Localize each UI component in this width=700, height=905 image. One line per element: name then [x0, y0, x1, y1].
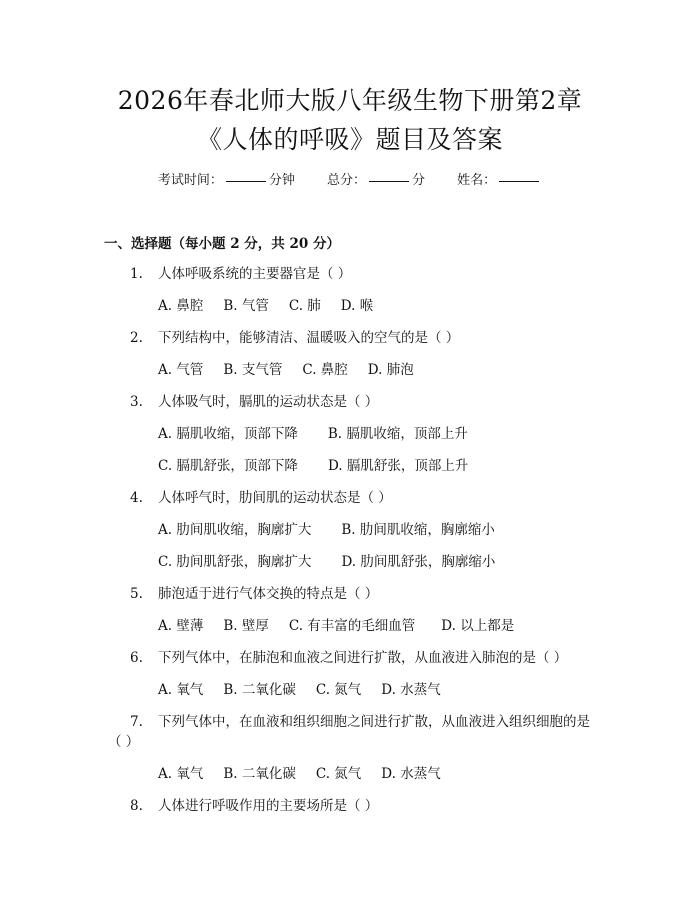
exam-time-label: 考试时间： — [157, 173, 223, 188]
exam-time-blank — [226, 181, 266, 182]
exam-time-unit: 分钟 — [268, 173, 295, 188]
question-text: 人体进行呼吸作用的主要场所是（ ） — [158, 798, 379, 814]
student-name-blank — [499, 181, 539, 182]
option-a: A. 肋间肌收缩，胸廓扩大 — [158, 522, 312, 538]
question-text: 人体呼吸系统的主要器官是（ ） — [158, 266, 352, 282]
question-7-options — [158, 762, 461, 782]
question-number: 1. — [130, 266, 143, 282]
option-d: D. 膈肌舒张，顶部上升 — [327, 458, 469, 474]
option-d: D. 以上都是 — [441, 618, 515, 634]
question-8 — [130, 794, 378, 814]
question-number: 5. — [130, 586, 143, 602]
question-2 — [130, 326, 459, 346]
question-7-continued: （ ） — [108, 734, 140, 750]
question-2-options — [158, 358, 434, 378]
question-4-options-row2 — [158, 550, 515, 570]
question-number: 7. — [130, 714, 143, 730]
option-b: B. 二氧化碳 — [223, 682, 296, 698]
option-b: B. 壁厚 — [223, 618, 269, 634]
question-text: 肺泡适于进行气体交换的特点是（ ） — [158, 586, 379, 602]
option-b: B. 肋间肌收缩，胸廓缩小 — [341, 522, 495, 538]
option-c: C. 有丰富的毛细血管 — [288, 618, 416, 634]
option-c: C. 膈肌舒张，顶部下降 — [158, 458, 298, 474]
question-1 — [130, 262, 351, 282]
question-number: 4. — [130, 490, 143, 506]
section-title: 一、选择题（每小题 2 分，共 20 分） — [104, 236, 340, 252]
total-score-blank — [369, 181, 409, 182]
total-score — [327, 173, 425, 188]
option-b: B. 气管 — [223, 298, 269, 314]
option-a: A. 氧气 — [158, 766, 204, 782]
question-5-options — [158, 614, 534, 634]
question-3 — [130, 390, 378, 410]
question-3-options-row2 — [158, 454, 488, 474]
question-4 — [130, 486, 392, 506]
option-d: D. 肋间肌舒张，胸廓缩小 — [341, 554, 496, 570]
option-d: D. 水蒸气 — [381, 766, 441, 782]
option-a: A. 膈肌收缩，顶部下降 — [158, 426, 298, 442]
question-text: 下列气体中，在肺泡和血液之间进行扩散，从血液进入肺泡的是（ ） — [158, 650, 568, 666]
total-score-unit: 分 — [412, 173, 426, 188]
question-text: 人体呼气时，肋间肌的运动状态是（ ） — [158, 490, 392, 506]
option-b: B. 支气管 — [223, 362, 283, 378]
option-d: D. 肺泡 — [367, 362, 414, 378]
question-4-options-row1 — [158, 518, 515, 538]
option-c: C. 氮气 — [315, 766, 362, 782]
option-a: A. 气管 — [158, 362, 204, 378]
question-1-options — [158, 294, 393, 314]
student-name-label: 姓名： — [457, 173, 497, 188]
question-7 — [130, 710, 590, 730]
question-6-options — [158, 678, 461, 698]
question-text: 下列结构中，能够清洁、温暖吸入的空气的是（ ） — [158, 330, 460, 346]
total-score-label: 总分： — [326, 173, 366, 188]
option-c: C. 肋间肌舒张，胸廓扩大 — [158, 554, 312, 570]
option-b: B. 二氧化碳 — [223, 766, 296, 782]
option-d: D. 水蒸气 — [381, 682, 441, 698]
document-title-line1: 2026年春北师大版八年级生物下册第2章 — [117, 86, 583, 115]
exam-time — [158, 173, 295, 188]
question-number: 6. — [130, 650, 143, 666]
exam-meta — [0, 169, 700, 188]
question-number: 2. — [130, 330, 143, 346]
option-a: A. 氧气 — [158, 682, 204, 698]
option-c: C. 氮气 — [315, 682, 362, 698]
question-text: 人体吸气时，膈肌的运动状态是（ ） — [158, 394, 379, 410]
question-number: 8. — [130, 798, 143, 814]
question-6 — [130, 646, 567, 666]
option-b: B. 膈肌收缩，顶部上升 — [327, 426, 468, 442]
question-5 — [130, 582, 378, 602]
option-d: D. 喉 — [340, 298, 374, 314]
student-name — [457, 173, 542, 188]
question-text: 下列气体中，在血液和组织细胞之间进行扩散，从血液进入组织细胞的是 — [158, 714, 590, 730]
option-c: C. 鼻腔 — [302, 362, 348, 378]
option-a: A. 鼻腔 — [158, 298, 204, 314]
document-title-line2: 《人体的呼吸》题目及答案 — [196, 125, 503, 154]
question-number: 3. — [130, 394, 143, 410]
option-c: C. 肺 — [288, 298, 321, 314]
question-3-options-row1 — [158, 422, 488, 442]
option-a: A. 壁薄 — [158, 618, 204, 634]
